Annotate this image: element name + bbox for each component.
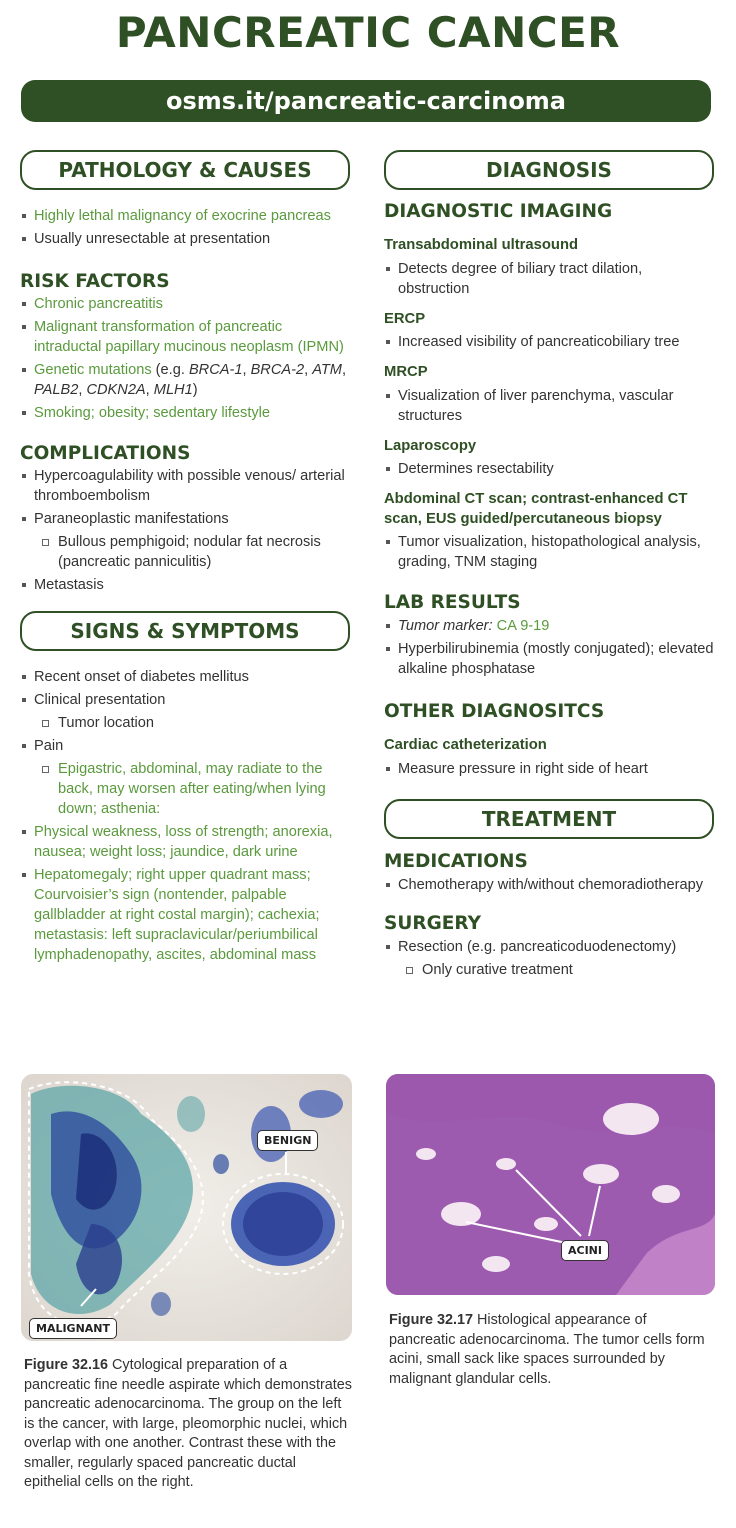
- list-item: Chemotherapy with/without chemoradiotherapy: [384, 875, 714, 895]
- risk-factors-list: [20, 294, 350, 423]
- figure-16-text: Cytological preparation of a pancreatic fine needle aspirate which demonstrates pancreatic adenocarcinoma. The group on the left is the cancer, with large, pleomorphic nuclei, which overlap with one another. Contrast these with the smaller, regularly spaced pancreatic ductal epithelial cells on the right.: [24, 1357, 352, 1490]
- ercp-title: ERCP: [384, 310, 426, 327]
- right-column: [384, 150, 714, 983]
- risk-factors-heading: RISK FACTORS: [20, 271, 170, 292]
- sub-list-item: Only curative treatment: [398, 960, 714, 980]
- cardiac-cath-title: Cardiac catheterization: [384, 737, 547, 753]
- lab-results-heading: LAB RESULTS: [384, 592, 521, 613]
- list-item: Hyperbilirubinemia (mostly conjugated); elevated alkaline phosphatase: [384, 639, 714, 679]
- genetic-prefix: (e.g.: [151, 362, 189, 378]
- tumor-marker-value: CA 9-19: [496, 618, 550, 634]
- benign-label: BENIGN: [257, 1130, 318, 1151]
- list-item: Visualization of liver parenchyma, vascular structures: [384, 386, 714, 426]
- other-diagnostics-heading: OTHER DIAGNOSITCS: [384, 701, 605, 722]
- medications-heading: MEDICATIONS: [384, 850, 528, 872]
- sub-list-item: Tumor location: [34, 713, 350, 733]
- histology-illustration: [386, 1074, 715, 1295]
- list-item: Smoking; obesity; sedentary lifestyle: [20, 403, 350, 423]
- diagnostic-imaging-heading: DIAGNOSTIC IMAGING: [384, 201, 613, 222]
- clinical-label: Clinical presentation: [34, 692, 166, 708]
- sub-list-item: Epigastric, abdominal, may radiate to the back, may worsen after eating/when lying down; asthenia:: [34, 759, 350, 819]
- page-title: PANCREATIC CANCER: [115, 8, 621, 57]
- gene: MLH1: [153, 382, 193, 398]
- list-item: Highly lethal malignancy of exocrine pancreas: [20, 206, 350, 226]
- genetic-label: Genetic mutations: [34, 362, 152, 378]
- gene: BRCA-2: [250, 362, 305, 378]
- list-item: Usually unresectable at presentation: [20, 229, 350, 249]
- sub-list-item: Bullous pemphigoid; nodular fat necrosis (pancreatic panniculitis): [34, 532, 350, 572]
- cardiac-cath-list: [384, 759, 714, 779]
- list-item: [20, 736, 350, 819]
- left-column: [20, 150, 350, 968]
- figure-17-text: Histological appearance of pancreatic adenocarcinoma. The tumor cells form acini, small sack like spaces surrounded by malignant glandular cells.: [389, 1312, 705, 1387]
- cytology-illustration: [21, 1074, 352, 1341]
- list-item: Increased visibility of pancreaticobiliary tree: [384, 332, 714, 352]
- surgery-heading: SURGERY: [384, 912, 482, 934]
- pain-label: Pain: [34, 738, 64, 754]
- gene: CDKN2A: [86, 382, 146, 398]
- cytology-image: [21, 1074, 352, 1341]
- list-item: Chronic pancreatitis: [20, 294, 350, 314]
- tumor-marker-label: Tumor marker:: [398, 618, 493, 634]
- figure-16-number: Figure 32.16: [24, 1357, 108, 1373]
- laparoscopy-list: [384, 459, 714, 479]
- section-header-signs: SIGNS & SYMPTOMS: [20, 611, 350, 651]
- surgery-list: [384, 937, 714, 980]
- lab-results-list: [384, 616, 714, 679]
- figure-16-caption: [24, 1356, 354, 1493]
- section-header-treatment: TREATMENT: [384, 799, 714, 839]
- mrcp-title: MRCP: [384, 364, 428, 380]
- figure-17-caption: [389, 1311, 715, 1389]
- list-item: [20, 690, 350, 733]
- figure-17-number: Figure 32.17: [389, 1312, 473, 1328]
- list-item: Metastasis: [20, 575, 350, 595]
- url-banner[interactable]: osms.it/pancreatic-carcinoma: [21, 80, 711, 122]
- pathology-intro-list: [20, 206, 350, 249]
- malignant-label: MALIGNANT: [29, 1318, 117, 1339]
- signs-list: [20, 667, 350, 965]
- list-item: Detects degree of biliary tract dilation, obstruction: [384, 259, 714, 299]
- section-header-diagnosis: DIAGNOSIS: [384, 150, 714, 190]
- sub-list: [34, 532, 350, 572]
- histology-image: [386, 1074, 715, 1295]
- acini-label: ACINI: [561, 1240, 609, 1261]
- complications-heading: COMPLICATIONS: [20, 443, 191, 464]
- gene: ATM: [312, 362, 342, 378]
- ct-scan-title: Abdominal CT scan; contrast-enhanced CT scan, EUS guided/percutaneous biopsy: [384, 491, 688, 527]
- list-item: Recent onset of diabetes mellitus: [20, 667, 350, 687]
- gene: BRCA-1: [188, 362, 243, 378]
- ct-scan-list: [384, 532, 714, 572]
- gene: PALB2: [34, 382, 79, 398]
- list-item: Measure pressure in right side of heart: [384, 759, 714, 779]
- list-item: Genetic mutations (e.g. BRCA-1, BRCA-2, ATM, PALB2, CDKN2A, MLH1): [20, 360, 350, 400]
- section-header-pathology: PATHOLOGY & CAUSES: [20, 150, 350, 190]
- medications-list: [384, 875, 714, 895]
- list-item: [384, 937, 714, 980]
- mrcp-list: [384, 386, 714, 426]
- list-item: Hypercoagulability with possible venous/ arterial thromboembolism: [20, 466, 350, 506]
- ultrasound-list: [384, 259, 714, 299]
- list-item: Determines resectability: [384, 459, 714, 479]
- ercp-list: [384, 332, 714, 352]
- list-item: Malignant transformation of pancreatic intraductal papillary mucinous neoplasm (IPMN): [20, 317, 350, 357]
- paraneoplastic-label: Paraneoplastic manifestations: [34, 511, 229, 527]
- list-item: [384, 616, 714, 636]
- sub-list: [34, 759, 350, 819]
- list-item: [20, 509, 350, 572]
- list-item: Physical weakness, loss of strength; anorexia, nausea; weight loss; jaundice, dark urine: [20, 822, 350, 862]
- complications-list: [20, 466, 350, 595]
- sub-list: [398, 960, 714, 980]
- ultrasound-title: Transabdominal ultrasound: [384, 237, 579, 253]
- list-item: Hepatomegaly; right upper quadrant mass; Courvoisier’s sign (nontender, palpable gallbladder at right costal margin); cachexia; metastasis: left supraclavicular/periumbilical lymphadenopathy, ascites, abdominal mass: [20, 865, 350, 965]
- genetic-suffix: ): [192, 382, 198, 398]
- list-item: Tumor visualization, histopathological analysis, grading, TNM staging: [384, 532, 714, 572]
- sub-list: [34, 713, 350, 733]
- surgery-label: Resection (e.g. pancreaticoduodenectomy): [398, 938, 677, 955]
- laparoscopy-title: Laparoscopy: [384, 437, 477, 454]
